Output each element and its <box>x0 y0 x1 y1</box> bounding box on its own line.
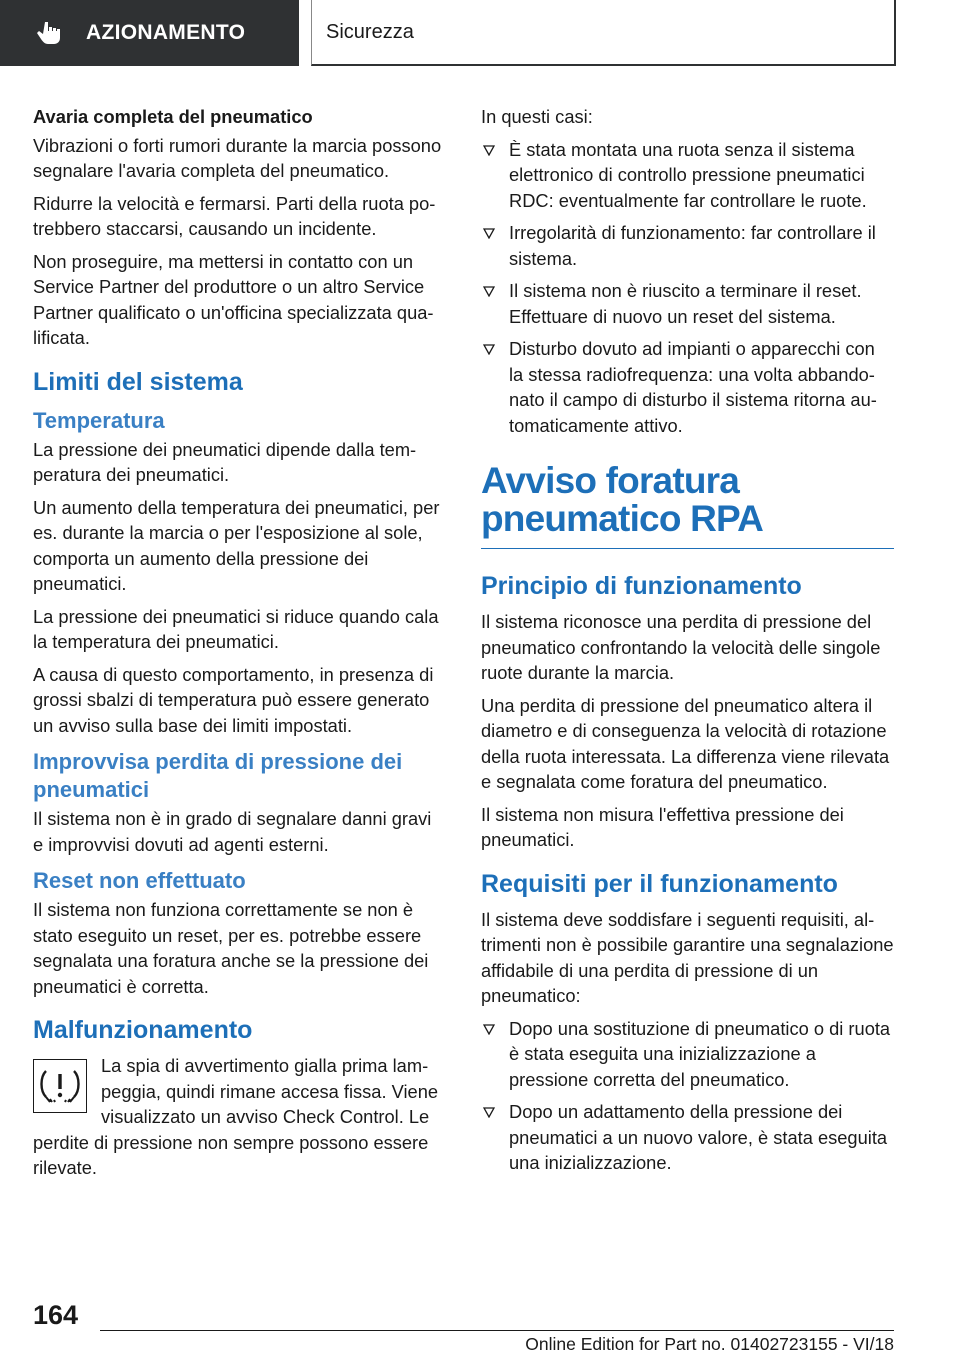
casi-intro: In questi casi: <box>481 106 593 127</box>
triangle-bullet-icon <box>483 1024 495 1035</box>
triangle-bullet-icon <box>483 1107 495 1118</box>
casi-list <box>481 137 894 439</box>
section-title: AZIONAMENTO <box>86 21 246 44</box>
malfunzionamento-heading: Malfunzionamento <box>33 1016 253 1044</box>
principio-paragraph-2: Una perdita di pressione del pneumatico altera il diametro e di conseguenza la velocità di rotazione della ruota interessata. La differenza viene rilevata e segnalata come foratura del pneumatico. <box>481 694 890 792</box>
avaria-paragraph-1: Vibrazioni o forti rumori durante la marcia possono segnalare l'avaria completa del pneumatico. <box>33 134 442 181</box>
section-tab[interactable] <box>0 0 299 66</box>
right-column <box>481 104 894 1184</box>
reset-heading: Reset non effettuato <box>33 868 246 893</box>
triangle-bullet-icon <box>483 344 495 355</box>
list-item-text: Dopo una sostituzione di pneumatico o di ruota è stata eseguita una inizializzazione a pressione corretta del pneumatico. <box>509 1017 891 1090</box>
improvvisa-heading: Improvvisa perdita di pressione dei pneumatici <box>33 749 403 802</box>
hand-pointer-icon <box>36 19 64 47</box>
reset-paragraph-1: Il sistema non funziona correttamente se non è stato eseguito un reset, per es. potrebbe essere segnalata una foratura anche se la pressione dei pneumatici è corretta. <box>33 899 429 997</box>
temperatura-heading: Temperatura <box>33 407 165 433</box>
tire-pressure-warning-icon <box>33 1059 87 1113</box>
temperatura-paragraph-1: La pressione dei pneumatici dipende dalla temperatura dei pneumatici. <box>33 438 417 485</box>
list-item-text: Disturbo dovuto ad impianti o apparecchi con la stessa radiofrequenza: una volta abbandonato il campo di disturbo il sistema ritorna automaticamente attivo. <box>509 338 877 436</box>
requisiti-list <box>481 1016 894 1176</box>
principio-paragraph-3: Il sistema non misura l'effettiva pressione dei pneumatici. <box>481 803 844 850</box>
rpa-heading: Avviso foratura pneumatico RPA <box>481 462 894 549</box>
page-number: 164 <box>33 1300 79 1330</box>
list-item <box>481 336 894 438</box>
edition-note: Online Edition for Part no. 01402723155 - VI/18 <box>525 1334 894 1354</box>
avaria-paragraph-2: Ridurre la velocità e fermarsi. Parti della ruota potrebbero staccarsi, causando un incidente. <box>33 192 436 239</box>
triangle-bullet-icon <box>483 145 495 156</box>
page-title: Sicurezza <box>326 20 414 43</box>
list-item-text: Irregolarità di funzionamento: far controllare il sistema. <box>509 222 876 269</box>
principio-heading: Principio di funzionamento <box>481 572 802 600</box>
list-item-text: È stata montata una ruota senza il sistema elettronico di controllo pressione pneumatici RDC: eventualmente far controllare le ruote. <box>509 138 867 211</box>
improvvisa-paragraph-1: Il sistema non è in grado di segnalare danni gravi e improvvisi dovuti ad agenti esterni. <box>33 808 432 855</box>
list-item-text: Dopo un adattamento della pressione dei pneumatici a un nuovo valore, è stata eseguita una inizializzazione. <box>509 1101 888 1173</box>
requisiti-heading: Requisiti per il funzionamento <box>481 869 838 898</box>
list-item <box>481 1099 894 1176</box>
avaria-paragraph-3: Non proseguire, ma mettersi in contatto con un Service Partner del produttore o un altro Service Partner qualificato o un'officina specializzata qualificata. <box>33 250 434 348</box>
limiti-heading: Limiti del sistema <box>33 367 243 396</box>
list-item-text: Il sistema non è riuscito a terminare il reset. Effettuare di nuovo un reset del sistema. <box>509 280 862 327</box>
malfunzionamento-paragraph-1: La spia di avvertimento gialla prima lampeggia, quindi rimane accesa fissa. Viene visualizzato un avviso Check Control. Le perdite di pressione non sempre possono essere rilevate. <box>33 1055 439 1178</box>
list-item <box>481 1016 894 1093</box>
list-item <box>481 220 894 271</box>
temperatura-paragraph-4: A causa di questo comportamento, in presenza di grossi sbalzi di temperatura può essere generato un avviso sulla base dei limiti impostati. <box>33 663 434 736</box>
requisiti-paragraph-1: Il sistema deve soddisfare i seguenti requisiti, altrimenti non è possibile garantire una segnalazione affidabile di una perdita di pressione di un pneumatico: <box>481 908 894 1006</box>
triangle-bullet-icon <box>483 286 495 297</box>
principio-paragraph-1: Il sistema riconosce una perdita di pressione del pneumatico confrontando la velocità delle singole ruote durante la marcia. <box>481 611 881 683</box>
list-item <box>481 278 894 329</box>
page-header <box>311 0 896 66</box>
list-item <box>481 137 894 214</box>
malfunzionamento-block <box>33 1053 446 1181</box>
triangle-bullet-icon <box>483 228 495 239</box>
temperatura-paragraph-3: La pressione dei pneumatici si riduce quando cala la temperatura dei pneumatici. <box>33 605 439 652</box>
left-column <box>33 104 446 1188</box>
footer-divider <box>100 1330 894 1331</box>
avaria-heading: Avaria completa del pneumatico <box>33 106 313 127</box>
temperatura-paragraph-2: Un aumento della temperatura dei pneumatici, per es. durante la marcia o per l'esposizione al sole, comporta un aumento della pressione dei pneumatici. <box>33 496 440 594</box>
